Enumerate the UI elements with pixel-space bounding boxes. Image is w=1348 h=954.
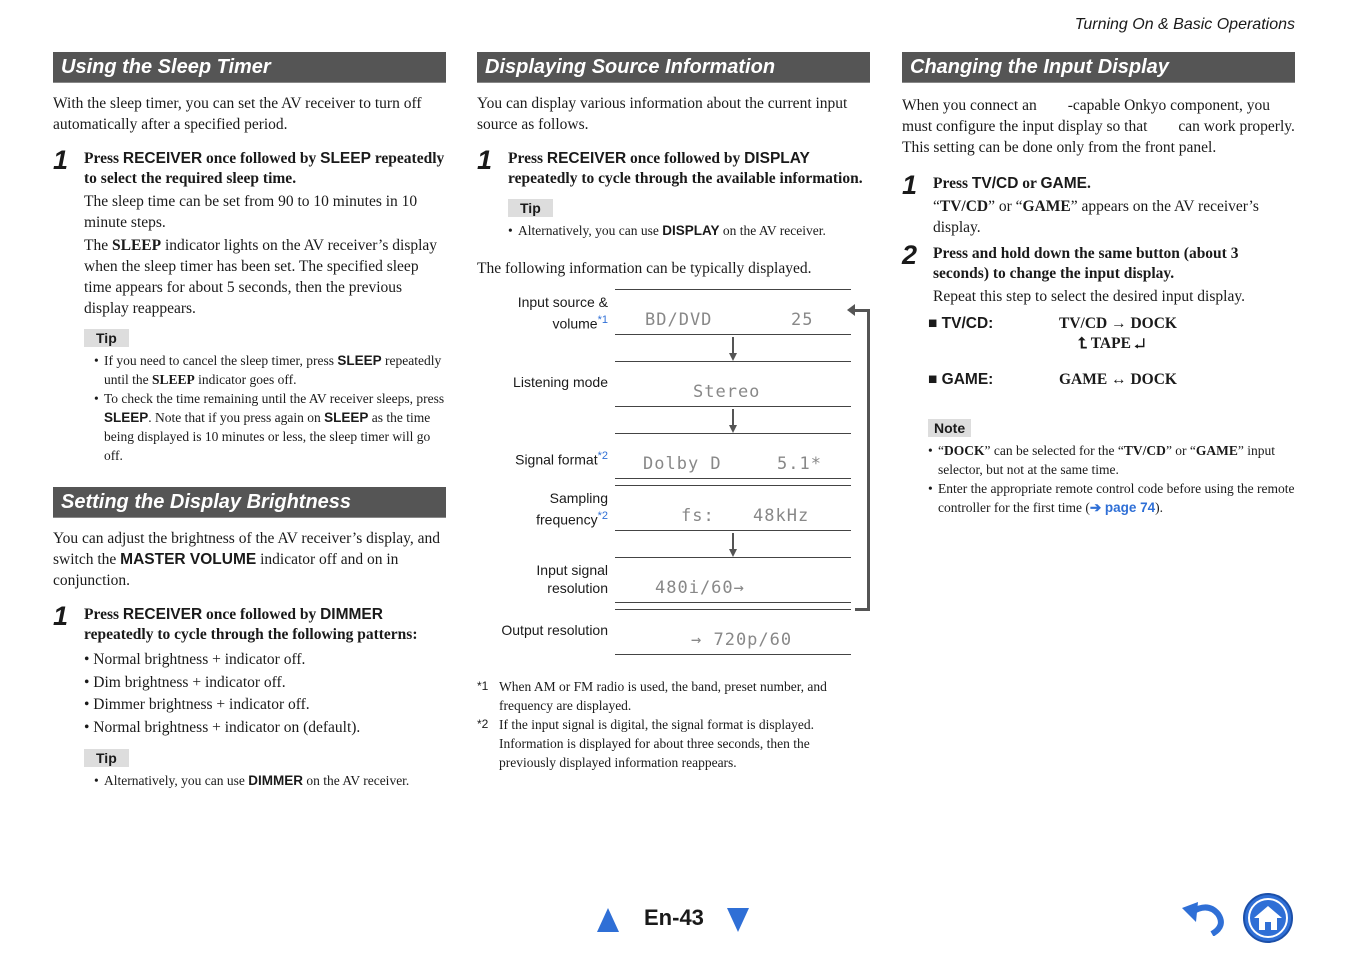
list-item: • Dimmer brightness + indicator off. — [84, 696, 310, 713]
step-heading: Press TV/CD or GAME. — [933, 175, 1091, 192]
footnote: *2 If the input signal is digital, the signal format is displayed. Information is displayed for about three seconds, then the previously displayed information reappears. — [477, 717, 814, 770]
list-item: • “DOCK” can be selected for the “TV/CD” or “GAME” input selector, but not at the same time. — [928, 441, 1295, 479]
lcd-display: → 720p/60 — [615, 609, 851, 655]
tip-label: Tip — [84, 749, 129, 767]
option-game: ■ GAME: GAME ↔ DOCK — [928, 371, 1177, 388]
footer — [0, 900, 1348, 940]
diagram-label: Listening mode — [513, 374, 608, 390]
step-number: 1 — [53, 601, 69, 631]
column-sleep-timer — [53, 52, 446, 790]
tip-label: Tip — [84, 329, 129, 347]
step-number: 2 — [902, 240, 918, 270]
down-arrow-icon — [729, 409, 737, 433]
previous-page-icon[interactable] — [597, 908, 619, 932]
body-text: The following information can be typically displayed. — [477, 260, 812, 277]
step — [902, 170, 1295, 238]
list-item: • Dim brightness + indicator off. — [84, 673, 286, 691]
next-page-icon[interactable] — [727, 908, 749, 932]
list-item: • To check the time remaining until the AV receiver sleeps, press SLEEP. Note that if you press again on SLEEP as the time being displayed is 10 minutes or less, the sleep timer will go off. — [94, 389, 446, 465]
cycle-arrow — [855, 309, 870, 611]
tip-list — [53, 351, 446, 465]
list-item: • Normal brightness + indicator on (default). — [84, 718, 361, 736]
step-number: 1 — [477, 145, 493, 175]
step-heading: Press RECEIVER once followed by SLEEP repeatedly to select the required sleep time. — [84, 150, 445, 187]
down-arrow-icon — [729, 533, 737, 557]
page-link[interactable]: ➔ page 74 — [1089, 500, 1156, 515]
back-icon[interactable] — [1180, 900, 1226, 936]
running-header: Turning On & Basic Operations — [1074, 16, 1295, 33]
intro-text: When you connect an -capable Onkyo component, you must configure the input display so that can work properly. — [902, 97, 1295, 135]
step — [53, 601, 446, 645]
step-heading: Press RECEIVER once followed by DIMMER repeatedly to cycle through the following patterns: — [84, 606, 418, 643]
section-title: Displaying Source Information — [477, 52, 870, 83]
step-heading: Press and hold down the same button (about 3 seconds) to change the input display. — [933, 245, 1239, 282]
step — [477, 145, 870, 189]
step-number: 1 — [53, 145, 69, 175]
step-number: 1 — [902, 170, 918, 200]
intro-text: You can adjust the brightness of the AV receiver’s display, and switch the MASTER VOLUME indicator off and on in conjunction. — [53, 530, 441, 589]
diagram-label: Sampling frequency$^{*2}$ — [536, 490, 608, 528]
down-arrow-icon — [729, 337, 737, 361]
step — [902, 240, 1295, 307]
diagram-label: Input source & volume$^{*1}$ — [517, 294, 608, 332]
page-number: En-43 — [644, 905, 704, 930]
step — [53, 145, 446, 319]
list-item: • If you need to cancel the sleep timer, press SLEEP repeatedly until the SLEEP indicator goes off. — [94, 351, 446, 389]
tip-list — [53, 771, 446, 790]
step-text: Repeat this step to select the desired input display. — [933, 288, 1245, 305]
column-source-info — [477, 52, 870, 772]
note-list — [902, 441, 1295, 517]
footnote: *1 When AM or FM radio is used, the band, preset number, and frequency are displayed. — [477, 679, 827, 713]
diagram-label: Signal format$^{*2}$ — [515, 450, 608, 468]
list-item: • Normal brightness + indicator off. — [84, 651, 306, 668]
pattern-list — [84, 649, 446, 739]
diagram-label: Input signal resolution — [536, 562, 608, 596]
lcd-display: Stereo — [615, 361, 851, 407]
display-diagram — [477, 289, 870, 669]
step-heading: Press RECEIVER once followed by DISPLAY repeatedly to cycle through the available information. — [508, 150, 863, 187]
option-tv-cd: ■ TV/CD: TV/CD → DOCK ⮤ TAPE ↵ — [928, 315, 1177, 352]
list-item: • Alternatively, you can use DIMMER on the AV receiver. — [94, 771, 446, 790]
section-title: Setting the Display Brightness — [53, 487, 446, 518]
section-title: Changing the Input Display — [902, 52, 1295, 83]
list-item: • Alternatively, you can use DISPLAY on the AV receiver. — [508, 221, 870, 240]
intro-text: This setting can be done only from the front panel. — [902, 139, 1217, 156]
lcd-display: fs: 48kHz — [615, 485, 851, 531]
column-input-display — [902, 52, 1295, 517]
intro-text: You can display various information about the current input source as follows. — [477, 95, 848, 133]
list-item: • Enter the appropriate remote control code before using the remote controller for the first time (➔ page 74). — [928, 479, 1295, 517]
home-icon[interactable] — [1242, 892, 1294, 944]
diagram-label: Output resolution — [501, 622, 608, 638]
lcd-display: Dolby D 5.1* — [615, 433, 851, 479]
step-text: “TV/CD” or “GAME” appears on the AV receiver’s display. — [933, 198, 1259, 236]
step-text: The SLEEP indicator lights on the AV receiver’s display when the sleep timer has been set. The specified sleep time appears for about 5 seconds, then the previous display reappears. — [84, 237, 438, 317]
intro-text: With the sleep timer, you can set the AV receiver to turn off automatically after a specified period. — [53, 95, 422, 133]
section-title: Using the Sleep Timer — [53, 52, 446, 83]
lcd-display: 480i/60→ — [615, 557, 851, 603]
step-text: The sleep time can be set from 90 to 10 minutes in 10 minute steps. — [84, 193, 418, 231]
tip-label: Tip — [508, 199, 553, 217]
note-label: Note — [928, 419, 971, 437]
tip-list — [477, 221, 870, 240]
lcd-display: BD/DVD 25 — [615, 289, 851, 335]
